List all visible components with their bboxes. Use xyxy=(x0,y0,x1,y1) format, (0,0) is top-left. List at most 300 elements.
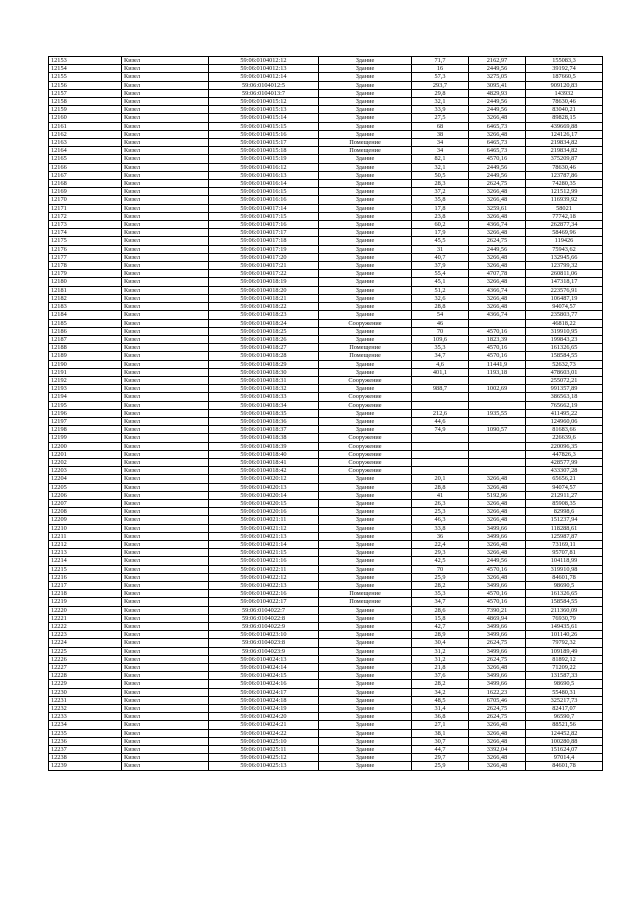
row-number-cell: 12182 xyxy=(49,294,122,302)
cadastral-value-cell: 151237,94 xyxy=(526,516,603,524)
city-cell: Кизел xyxy=(122,344,209,352)
table-row xyxy=(49,319,603,327)
cadastral-value-cell: 79792,32 xyxy=(526,639,603,647)
specific-value-cell: 1193,18 xyxy=(469,368,526,376)
table-row xyxy=(49,417,603,425)
row-number-cell: 12195 xyxy=(49,401,122,409)
table-row xyxy=(49,212,603,220)
cadastral-number-cell: 59:06:0104024:21 xyxy=(209,721,319,729)
object-type-cell: Здание xyxy=(319,204,412,212)
city-cell: Кизел xyxy=(122,549,209,557)
cadastral-value-cell: 260811,06 xyxy=(526,270,603,278)
table-row xyxy=(49,450,603,458)
specific-value-cell: 1622,23 xyxy=(469,688,526,696)
table-row xyxy=(49,344,603,352)
object-type-cell: Здание xyxy=(319,491,412,499)
row-number-cell: 12232 xyxy=(49,705,122,713)
area-cell: 37,2 xyxy=(412,188,469,196)
specific-value-cell: 1935,55 xyxy=(469,409,526,417)
object-type-cell: Здание xyxy=(319,647,412,655)
object-type-cell: Здание xyxy=(319,696,412,704)
table-row xyxy=(49,335,603,343)
city-cell: Кизел xyxy=(122,303,209,311)
city-cell: Кизел xyxy=(122,327,209,335)
object-type-cell: Здание xyxy=(319,360,412,368)
city-cell: Кизел xyxy=(122,335,209,343)
object-type-cell: Сооружение xyxy=(319,376,412,384)
table-row xyxy=(49,582,603,590)
cadastral-value-cell: 76930,79 xyxy=(526,614,603,622)
area-cell: 33,8 xyxy=(412,524,469,532)
cadastral-number-cell: 59:06:0104018:27 xyxy=(209,344,319,352)
table-row xyxy=(49,245,603,253)
table-row xyxy=(49,483,603,491)
row-number-cell: 12237 xyxy=(49,746,122,754)
row-number-cell: 12200 xyxy=(49,442,122,450)
object-type-cell: Здание xyxy=(319,426,412,434)
specific-value-cell: 3499,66 xyxy=(469,582,526,590)
specific-value-cell: 3266,48 xyxy=(469,540,526,548)
cadastral-number-cell: 59:06:0104016:13 xyxy=(209,171,319,179)
city-cell: Кизел xyxy=(122,229,209,237)
row-number-cell: 12189 xyxy=(49,352,122,360)
area-cell: 74,9 xyxy=(412,426,469,434)
cadastral-value-cell: 199843,23 xyxy=(526,335,603,343)
area-cell: 42,7 xyxy=(412,623,469,631)
cadastral-value-cell: 58469,96 xyxy=(526,229,603,237)
object-type-cell: Здание xyxy=(319,746,412,754)
cadastral-number-cell: 59:06:0104025:12 xyxy=(209,754,319,762)
specific-value-cell: 2449,56 xyxy=(469,245,526,253)
object-type-cell: Здание xyxy=(319,57,412,65)
city-cell: Кизел xyxy=(122,664,209,672)
specific-value-cell: 3499,66 xyxy=(469,623,526,631)
row-number-cell: 12175 xyxy=(49,237,122,245)
area-cell: 70 xyxy=(412,565,469,573)
city-cell: Кизел xyxy=(122,680,209,688)
row-number-cell: 12238 xyxy=(49,754,122,762)
specific-value-cell: 4366,74 xyxy=(469,286,526,294)
area-cell: 38,1 xyxy=(412,729,469,737)
specific-value-cell: 4570,16 xyxy=(469,327,526,335)
object-type-cell: Здание xyxy=(319,229,412,237)
row-number-cell: 12216 xyxy=(49,573,122,581)
object-type-cell: Здание xyxy=(319,565,412,573)
area-cell: 32,1 xyxy=(412,98,469,106)
table-row xyxy=(49,262,603,270)
object-type-cell: Здание xyxy=(319,549,412,557)
cadastral-value-cell: 100280,88 xyxy=(526,737,603,745)
specific-value-cell: 4366,74 xyxy=(469,311,526,319)
area-cell: 68 xyxy=(412,122,469,130)
specific-value-cell: 3266,48 xyxy=(469,499,526,507)
city-cell: Кизел xyxy=(122,73,209,81)
city-cell: Кизел xyxy=(122,721,209,729)
city-cell: Кизел xyxy=(122,237,209,245)
cadastral-value-cell: 439669,88 xyxy=(526,122,603,130)
cadastral-number-cell: 59:06:0104015:19 xyxy=(209,155,319,163)
cadastral-value-cell: 83040,21 xyxy=(526,106,603,114)
cadastral-value-cell: 428577,99 xyxy=(526,458,603,466)
row-number-cell: 12234 xyxy=(49,721,122,729)
object-type-cell: Здание xyxy=(319,516,412,524)
row-number-cell: 12201 xyxy=(49,450,122,458)
area-cell xyxy=(412,442,469,450)
cadastral-value-cell: 81683,66 xyxy=(526,426,603,434)
area-cell: 25,9 xyxy=(412,573,469,581)
cadastral-number-cell: 59:06:0104012:5 xyxy=(209,81,319,89)
row-number-cell: 12196 xyxy=(49,409,122,417)
cadastral-number-cell: 59:06:0104021:15 xyxy=(209,549,319,557)
table-row xyxy=(49,598,603,606)
object-type-cell: Здание xyxy=(319,73,412,81)
row-number-cell: 12154 xyxy=(49,65,122,73)
object-type-cell: Здание xyxy=(319,294,412,302)
area-cell: 30,4 xyxy=(412,639,469,647)
row-number-cell: 12204 xyxy=(49,475,122,483)
area-cell: 4,6 xyxy=(412,360,469,368)
cadastral-number-cell: 59:06:0104021:13 xyxy=(209,532,319,540)
specific-value-cell: 2449,56 xyxy=(469,106,526,114)
specific-value-cell: 1002,69 xyxy=(469,385,526,393)
cadastral-value-cell: 58021 xyxy=(526,204,603,212)
cadastral-value-cell: 447826,3 xyxy=(526,450,603,458)
city-cell: Кизел xyxy=(122,729,209,737)
city-cell: Кизел xyxy=(122,647,209,655)
area-cell: 44,6 xyxy=(412,417,469,425)
area-cell: 55,4 xyxy=(412,270,469,278)
specific-value-cell: 3266,48 xyxy=(469,721,526,729)
specific-value-cell: 6465,73 xyxy=(469,122,526,130)
area-cell: 46 xyxy=(412,319,469,327)
object-type-cell: Здание xyxy=(319,155,412,163)
table-row xyxy=(49,729,603,737)
cadastral-value-cell: 106487,19 xyxy=(526,294,603,302)
specific-value-cell: 3266,48 xyxy=(469,475,526,483)
cadastral-value-cell: 96590,7 xyxy=(526,713,603,721)
table-row xyxy=(49,737,603,745)
area-cell: 57,3 xyxy=(412,73,469,81)
area-cell: 31 xyxy=(412,245,469,253)
object-type-cell: Помещение xyxy=(319,139,412,147)
area-cell: 20,1 xyxy=(412,475,469,483)
cadastral-number-cell: 59:06:0104018:25 xyxy=(209,327,319,335)
city-cell: Кизел xyxy=(122,434,209,442)
row-number-cell: 12181 xyxy=(49,286,122,294)
specific-value-cell: 3266,48 xyxy=(469,188,526,196)
city-cell: Кизел xyxy=(122,672,209,680)
row-number-cell: 12222 xyxy=(49,623,122,631)
object-type-cell: Здание xyxy=(319,409,412,417)
cadastral-value-cell: 78630,46 xyxy=(526,163,603,171)
row-number-cell: 12218 xyxy=(49,590,122,598)
city-cell: Кизел xyxy=(122,442,209,450)
cadastral-number-cell: 59:06:0104018:29 xyxy=(209,360,319,368)
cadastral-value-cell: 89828,15 xyxy=(526,114,603,122)
row-number-cell: 12215 xyxy=(49,565,122,573)
table-row xyxy=(49,762,603,770)
city-cell: Кизел xyxy=(122,139,209,147)
object-type-cell: Здание xyxy=(319,130,412,138)
city-cell: Кизел xyxy=(122,557,209,565)
object-type-cell: Сооружение xyxy=(319,442,412,450)
city-cell: Кизел xyxy=(122,688,209,696)
table-row xyxy=(49,426,603,434)
cadastral-value-cell: 255072,21 xyxy=(526,376,603,384)
table-row xyxy=(49,655,603,663)
area-cell: 28,8 xyxy=(412,303,469,311)
object-type-cell: Сооружение xyxy=(319,319,412,327)
specific-value-cell xyxy=(469,401,526,409)
city-cell: Кизел xyxy=(122,491,209,499)
cadastral-value-cell: 82417,07 xyxy=(526,705,603,713)
city-cell: Кизел xyxy=(122,89,209,97)
cadastral-value-cell: 94074,57 xyxy=(526,303,603,311)
table-row xyxy=(49,270,603,278)
table-row xyxy=(49,155,603,163)
row-number-cell: 12217 xyxy=(49,582,122,590)
cadastral-value-cell: 124126,17 xyxy=(526,130,603,138)
cadastral-value-cell: 235803,77 xyxy=(526,311,603,319)
cadastral-value-cell: 149435,61 xyxy=(526,623,603,631)
row-number-cell: 12192 xyxy=(49,376,122,384)
cadastral-number-cell: 59:06:0104016:14 xyxy=(209,180,319,188)
city-cell: Кизел xyxy=(122,286,209,294)
area-cell: 37,9 xyxy=(412,262,469,270)
object-type-cell: Здание xyxy=(319,188,412,196)
cadastral-number-cell: 59:06:0104017:21 xyxy=(209,262,319,270)
area-cell xyxy=(412,434,469,442)
table-row xyxy=(49,253,603,261)
specific-value-cell: 3275,05 xyxy=(469,73,526,81)
city-cell: Кизел xyxy=(122,499,209,507)
cadastral-number-cell: 59:06:0104022:7 xyxy=(209,606,319,614)
area-cell: 34,2 xyxy=(412,688,469,696)
city-cell: Кизел xyxy=(122,737,209,745)
specific-value-cell: 3499,66 xyxy=(469,647,526,655)
table-row xyxy=(49,122,603,130)
area-cell: 31,4 xyxy=(412,705,469,713)
specific-value-cell: 3499,66 xyxy=(469,631,526,639)
cadastral-value-cell: 118288,61 xyxy=(526,524,603,532)
area-cell: 212,6 xyxy=(412,409,469,417)
city-cell: Кизел xyxy=(122,754,209,762)
row-number-cell: 12185 xyxy=(49,319,122,327)
area-cell: 401,1 xyxy=(412,368,469,376)
document-page xyxy=(48,56,590,771)
specific-value-cell: 3266,48 xyxy=(469,229,526,237)
cadastral-number-cell: 59:06:0104018:40 xyxy=(209,450,319,458)
cadastral-value-cell: 147318,17 xyxy=(526,278,603,286)
object-type-cell: Помещение xyxy=(319,352,412,360)
area-cell: 50,5 xyxy=(412,171,469,179)
area-cell: 17,8 xyxy=(412,204,469,212)
cadastral-value-cell: 77742,18 xyxy=(526,212,603,220)
row-number-cell: 12160 xyxy=(49,114,122,122)
row-number-cell: 12158 xyxy=(49,98,122,106)
table-row xyxy=(49,524,603,532)
area-cell: 34 xyxy=(412,139,469,147)
cadastral-number-cell: 59:06:0104018:41 xyxy=(209,458,319,466)
row-number-cell: 12227 xyxy=(49,664,122,672)
table-row xyxy=(49,368,603,376)
cadastral-number-cell: 59:06:0104017:14 xyxy=(209,204,319,212)
table-row xyxy=(49,204,603,212)
cadastral-number-cell: 59:06:0104012:14 xyxy=(209,73,319,81)
city-cell: Кизел xyxy=(122,631,209,639)
row-number-cell: 12236 xyxy=(49,737,122,745)
cadastral-value-cell: 909120,83 xyxy=(526,81,603,89)
cadastral-number-cell: 59:06:0104023:9 xyxy=(209,647,319,655)
area-cell: 17,9 xyxy=(412,229,469,237)
specific-value-cell xyxy=(469,319,526,327)
specific-value-cell: 3266,48 xyxy=(469,278,526,286)
cadastral-number-cell: 59:06:0104022:13 xyxy=(209,582,319,590)
cadastral-value-cell: 55480,31 xyxy=(526,688,603,696)
area-cell: 44,7 xyxy=(412,746,469,754)
area-cell: 28,3 xyxy=(412,180,469,188)
table-row xyxy=(49,73,603,81)
row-number-cell: 12159 xyxy=(49,106,122,114)
specific-value-cell: 2624,75 xyxy=(469,180,526,188)
city-cell: Кизел xyxy=(122,762,209,770)
cadastral-number-cell: 59:06:0104016:12 xyxy=(209,163,319,171)
specific-value-cell: 3266,48 xyxy=(469,483,526,491)
cadastral-number-cell: 59:06:0104021:12 xyxy=(209,524,319,532)
cadastral-value-cell: 65656,21 xyxy=(526,475,603,483)
object-type-cell: Здание xyxy=(319,335,412,343)
row-number-cell: 12168 xyxy=(49,180,122,188)
table-row xyxy=(49,623,603,631)
row-number-cell: 12210 xyxy=(49,524,122,532)
object-type-cell: Здание xyxy=(319,327,412,335)
cadastral-number-cell: 59:06:0104018:33 xyxy=(209,393,319,401)
city-cell: Кизел xyxy=(122,188,209,196)
table-row xyxy=(49,409,603,417)
area-cell: 34 xyxy=(412,147,469,155)
city-cell: Кизел xyxy=(122,450,209,458)
row-number-cell: 12224 xyxy=(49,639,122,647)
cadastral-value-cell: 116939,92 xyxy=(526,196,603,204)
area-cell: 29,8 xyxy=(412,89,469,97)
city-cell: Кизел xyxy=(122,204,209,212)
cadastral-value-cell: 219834,82 xyxy=(526,139,603,147)
area-cell: 988,7 xyxy=(412,385,469,393)
specific-value-cell: 2162,97 xyxy=(469,57,526,65)
area-cell: 37,6 xyxy=(412,672,469,680)
city-cell: Кизел xyxy=(122,212,209,220)
city-cell: Кизел xyxy=(122,294,209,302)
cadastral-number-cell: 59:06:0104021:14 xyxy=(209,540,319,548)
cadastral-number-cell: 59:06:0104020:15 xyxy=(209,499,319,507)
specific-value-cell: 7390,21 xyxy=(469,606,526,614)
table-row xyxy=(49,171,603,179)
table-row xyxy=(49,401,603,409)
object-type-cell: Здание xyxy=(319,417,412,425)
object-type-cell: Сооружение xyxy=(319,434,412,442)
city-cell: Кизел xyxy=(122,458,209,466)
object-type-cell: Здание xyxy=(319,499,412,507)
table-row xyxy=(49,114,603,122)
row-number-cell: 12231 xyxy=(49,696,122,704)
table-row xyxy=(49,614,603,622)
cadastral-value-cell: 98690,5 xyxy=(526,582,603,590)
cadastral-value-cell: 991357,89 xyxy=(526,385,603,393)
table-row xyxy=(49,540,603,548)
object-type-cell: Здание xyxy=(319,368,412,376)
area-cell: 28,2 xyxy=(412,680,469,688)
row-number-cell: 12214 xyxy=(49,557,122,565)
table-row xyxy=(49,147,603,155)
row-number-cell: 12186 xyxy=(49,327,122,335)
table-row xyxy=(49,81,603,89)
cadastral-number-cell: 59:06:0104018:26 xyxy=(209,335,319,343)
row-number-cell: 12220 xyxy=(49,606,122,614)
cadastral-number-cell: 59:06:0104017:19 xyxy=(209,245,319,253)
cadastral-number-cell: 59:06:0104022:9 xyxy=(209,623,319,631)
table-row xyxy=(49,130,603,138)
city-cell: Кизел xyxy=(122,180,209,188)
object-type-cell: Здание xyxy=(319,606,412,614)
object-type-cell: Здание xyxy=(319,614,412,622)
area-cell: 25,3 xyxy=(412,508,469,516)
cadastral-number-cell: 59:06:0104015:17 xyxy=(209,139,319,147)
row-number-cell: 12205 xyxy=(49,483,122,491)
row-number-cell: 12198 xyxy=(49,426,122,434)
object-type-cell: Помещение xyxy=(319,598,412,606)
area-cell: 22,4 xyxy=(412,540,469,548)
specific-value-cell: 3266,48 xyxy=(469,762,526,770)
cadastral-number-cell: 59:06:0104017:20 xyxy=(209,253,319,261)
cadastral-value-cell: 478603,01 xyxy=(526,368,603,376)
table-row xyxy=(49,327,603,335)
area-cell: 29,7 xyxy=(412,754,469,762)
row-number-cell: 12207 xyxy=(49,499,122,507)
area-cell xyxy=(412,450,469,458)
object-type-cell: Сооружение xyxy=(319,467,412,475)
cadastral-number-cell: 59:06:0104018:31 xyxy=(209,376,319,384)
area-cell: 35,3 xyxy=(412,344,469,352)
object-type-cell: Здание xyxy=(319,385,412,393)
table-row xyxy=(49,180,603,188)
city-cell: Кизел xyxy=(122,639,209,647)
city-cell: Кизел xyxy=(122,278,209,286)
row-number-cell: 12206 xyxy=(49,491,122,499)
city-cell: Кизел xyxy=(122,114,209,122)
row-number-cell: 12239 xyxy=(49,762,122,770)
table-row xyxy=(49,499,603,507)
cadastral-value-cell: 187660,5 xyxy=(526,73,603,81)
cadastral-number-cell: 59:06:0104024:13 xyxy=(209,655,319,663)
object-type-cell: Здание xyxy=(319,122,412,130)
city-cell: Кизел xyxy=(122,705,209,713)
city-cell: Кизел xyxy=(122,368,209,376)
object-type-cell: Здание xyxy=(319,639,412,647)
area-cell: 36,8 xyxy=(412,713,469,721)
city-cell: Кизел xyxy=(122,524,209,532)
row-number-cell: 12202 xyxy=(49,458,122,466)
row-number-cell: 12221 xyxy=(49,614,122,622)
cadastral-value-cell: 124960,06 xyxy=(526,417,603,425)
specific-value-cell xyxy=(469,458,526,466)
table-row xyxy=(49,196,603,204)
city-cell: Кизел xyxy=(122,155,209,163)
specific-value-cell: 4869,94 xyxy=(469,614,526,622)
cadastral-value-cell: 101140,26 xyxy=(526,631,603,639)
object-type-cell: Здание xyxy=(319,762,412,770)
cadastral-number-cell: 59:06:0104015:16 xyxy=(209,130,319,138)
row-number-cell: 12223 xyxy=(49,631,122,639)
